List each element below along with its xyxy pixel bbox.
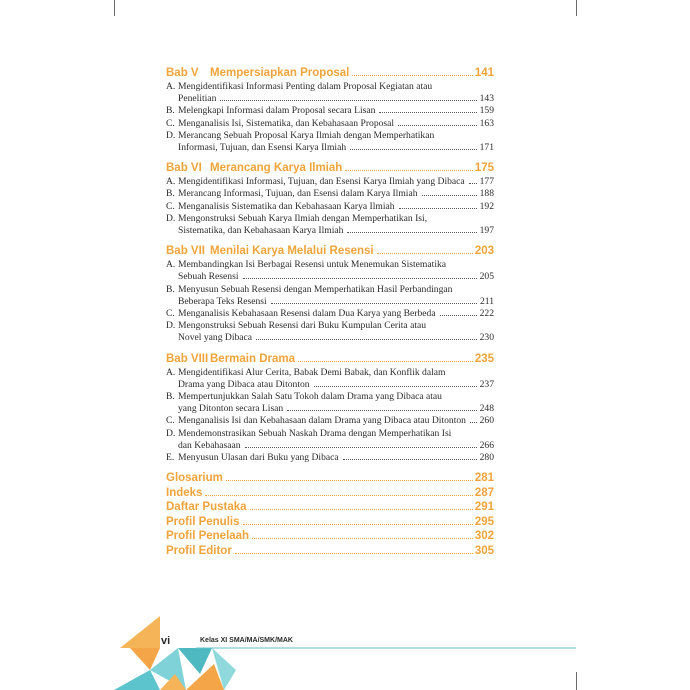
footer-triangle-orange <box>120 616 160 648</box>
item-text: Menganalisis Isi dan Kebahasaan dalam Drama yang Dibaca atau Ditonton <box>178 415 466 427</box>
item-line <box>178 391 494 403</box>
leader-dots <box>422 195 477 196</box>
chapter-number: Bab VI <box>166 162 202 175</box>
leader-dots <box>350 149 476 150</box>
item-letter: B. <box>166 283 175 295</box>
item-line <box>178 320 494 332</box>
item-text: Melengkapi Informasi dalam Proposal secara Lisan <box>178 105 376 117</box>
chapter-heading <box>166 161 494 176</box>
back-matter-title: Profil Penelaah <box>166 530 250 543</box>
item-text: Sistematika, dan Kebahasaan Karya Ilmiah <box>178 225 344 237</box>
leader-dots <box>256 339 477 340</box>
item-text: Menganalisis Isi, Sistematika, dan Kebahasaan Proposal <box>178 117 395 129</box>
item-page: 197 <box>479 225 494 237</box>
chapter-number: Bab VIII <box>166 352 209 365</box>
item-text: Menganalisis Kebahasaan Resensi dalam Dua Karya yang Berbeda <box>178 308 436 320</box>
item-line <box>178 379 494 391</box>
chapter-section <box>166 244 494 344</box>
toc-item <box>166 367 494 391</box>
item-page: 163 <box>479 117 494 129</box>
item-text: Novel yang Dibaca <box>178 332 253 344</box>
item-letter: E. <box>166 452 175 464</box>
chapter-number: Bab VII <box>166 245 205 258</box>
leader-dots <box>245 447 477 448</box>
leader-dots <box>343 459 477 460</box>
item-text: yang Ditonton secara Lisan <box>178 403 284 415</box>
item-body <box>178 391 494 415</box>
chapter-title: Mempersiapkan Proposal <box>210 67 350 79</box>
item-body <box>178 320 494 344</box>
item-page: 143 <box>479 93 494 105</box>
item-line <box>178 332 494 344</box>
leader-dots <box>243 524 473 525</box>
item-page: 222 <box>479 308 494 320</box>
item-text: Drama yang Dibaca atau Ditonton <box>178 378 310 390</box>
crop-mark-top-right <box>576 0 577 16</box>
back-matter-page: 281 <box>474 472 494 485</box>
toc-item <box>166 308 494 320</box>
item-body <box>178 415 494 427</box>
item-text: Merancang Sebuah Proposal Karya Ilmiah dengan Memperhatikan <box>178 129 435 141</box>
leader-dots <box>377 253 473 254</box>
leader-dots <box>440 315 477 316</box>
back-matter-entry <box>166 471 494 486</box>
leader-dots <box>252 538 473 539</box>
item-letter: A. <box>166 81 176 92</box>
item-page: 266 <box>479 439 494 451</box>
item-body <box>178 259 494 283</box>
leader-dots <box>379 112 476 113</box>
item-body <box>178 213 494 237</box>
leader-dots <box>271 303 477 304</box>
item-letter: C. <box>166 200 175 212</box>
item-letter: A. <box>166 259 176 271</box>
back-matter-page: 302 <box>474 530 494 543</box>
toc-item <box>166 452 494 464</box>
item-text: Mengonstruksi Sebuah Karya Ilmiah dengan Memperhatikan Isi, <box>178 212 428 224</box>
toc-item <box>166 259 494 283</box>
item-letter: D. <box>166 320 176 332</box>
item-line <box>178 118 494 130</box>
item-line <box>178 367 494 379</box>
leader-dots <box>287 410 476 411</box>
footer-triangle-teal <box>114 670 160 690</box>
item-page: 211 <box>479 295 494 307</box>
back-matter-entry <box>166 486 494 501</box>
item-text: Mengonstruksi Sebuah Resensi dari Buku Kumpulan Cerita atau <box>178 320 427 332</box>
item-page: 280 <box>479 452 494 464</box>
item-line <box>178 130 494 142</box>
toc-item <box>166 118 494 130</box>
item-text: Sebuah Resensi <box>178 271 239 283</box>
class-label: Kelas XI SMA/MA/SMK/MAK <box>200 637 293 644</box>
item-text: Informasi, Tujuan, dan Esensi Karya Ilmiah <box>178 142 347 154</box>
item-page: 237 <box>479 378 494 390</box>
item-line <box>178 284 494 296</box>
item-line <box>178 188 494 200</box>
chapter-heading <box>166 352 494 367</box>
item-text: Mengidentifikasi Informasi Penting dalam Proposal Kegiatan atau <box>178 81 433 92</box>
toc-item <box>166 428 494 452</box>
toc-item <box>166 320 494 344</box>
item-text: Menganalisis Sistematika dan Kebahasaan Karya Ilmiah <box>178 200 395 212</box>
crop-mark-top-left <box>114 0 115 16</box>
item-line <box>178 81 494 93</box>
item-line <box>178 271 494 283</box>
item-line <box>178 428 494 440</box>
leader-dots <box>398 125 477 126</box>
toc-item <box>166 81 494 105</box>
back-matter-title: Daftar Pustaka <box>166 501 247 514</box>
back-matter <box>166 471 494 558</box>
item-line <box>178 201 494 213</box>
toc-item <box>166 213 494 237</box>
chapter-page: 175 <box>474 162 494 175</box>
back-matter-page: 305 <box>474 544 494 557</box>
back-matter-entry <box>166 544 494 559</box>
item-line <box>178 308 494 320</box>
leader-dots <box>250 509 473 510</box>
item-letter: C. <box>166 117 175 129</box>
item-letter: D. <box>166 212 176 224</box>
item-page: 177 <box>479 176 494 188</box>
item-page: 205 <box>479 271 494 283</box>
item-body <box>178 367 494 391</box>
item-page: 192 <box>479 200 494 212</box>
item-letter: D. <box>166 427 176 439</box>
item-text: Mengidentifikasi Informasi, Tujuan, dan Esensi Karya Ilmiah yang Dibaca <box>178 176 465 188</box>
back-matter-page: 295 <box>474 515 494 528</box>
item-body <box>178 188 494 200</box>
chapter-title: Merancang Karya Ilmiah <box>210 162 343 175</box>
toc-item <box>166 130 494 154</box>
back-matter-entry <box>166 500 494 515</box>
item-body <box>178 130 494 154</box>
page-number: vi <box>161 635 171 647</box>
toc-item <box>166 188 494 200</box>
item-body <box>178 81 494 105</box>
back-matter-entry <box>166 515 494 530</box>
item-letter: C. <box>166 415 175 427</box>
item-line <box>178 452 494 464</box>
leader-dots <box>352 75 472 76</box>
item-line <box>178 213 494 225</box>
leader-dots <box>243 278 477 279</box>
back-matter-entry <box>166 529 494 544</box>
toc-item <box>166 201 494 213</box>
leader-dots <box>298 361 473 362</box>
toc-item <box>166 391 494 415</box>
item-page: 230 <box>479 332 494 344</box>
chapter-title: Menilai Karya Melalui Resensi <box>210 245 374 258</box>
back-matter-page: 291 <box>474 501 494 514</box>
leader-dots <box>235 553 473 554</box>
item-text: Beberapa Teks Resensi <box>178 295 267 307</box>
footer-triangle-teal-3 <box>178 648 212 674</box>
item-letter: C. <box>166 308 175 320</box>
leader-dots <box>470 422 477 423</box>
toc-item <box>166 415 494 427</box>
item-text: Menyusun Ulasan dari Buku yang Dibaca <box>178 452 339 464</box>
item-body <box>178 201 494 213</box>
item-text: Mengidentifikasi Alur Cerita, Babak Demi Babak, dan Konflik dalam <box>178 366 446 378</box>
toc-item <box>166 284 494 308</box>
chapter-section <box>166 352 494 465</box>
back-matter-title: Glosarium <box>166 472 223 485</box>
item-text: Mempertunjukkan Salah Satu Tokoh dalam Drama yang Dibaca atau <box>178 391 442 403</box>
chapter-title: Bermain Drama <box>210 352 296 365</box>
back-matter-title: Profil Penulis <box>166 515 240 528</box>
chapter-heading <box>166 244 494 259</box>
table-of-contents <box>166 66 494 558</box>
item-body <box>178 284 494 308</box>
item-letter: B. <box>166 188 175 200</box>
item-letter: B. <box>166 391 175 403</box>
chapter-page: 141 <box>474 67 494 79</box>
item-body <box>178 428 494 452</box>
item-text: Membandingkan Isi Berbagai Resensi untuk Menemukan Sistematika <box>178 259 447 271</box>
item-page: 159 <box>479 105 494 117</box>
item-body <box>178 452 494 464</box>
leader-dots <box>220 100 476 101</box>
item-page: 260 <box>479 415 494 427</box>
item-line <box>178 176 494 188</box>
item-body <box>178 308 494 320</box>
chapter-heading <box>166 66 494 81</box>
chapter-section <box>166 161 494 237</box>
item-line <box>178 259 494 271</box>
leader-dots <box>314 386 477 387</box>
item-line <box>178 93 494 105</box>
item-line <box>178 142 494 154</box>
item-letter: A. <box>166 176 176 188</box>
item-line <box>178 225 494 237</box>
toc-item <box>166 176 494 188</box>
back-matter-title: Profil Editor <box>166 544 232 557</box>
item-line <box>178 296 494 308</box>
chapter-number: Bab V <box>166 67 199 79</box>
chapter-page: 203 <box>474 245 494 258</box>
toc-item <box>166 105 494 117</box>
leader-dots <box>205 495 472 496</box>
item-line <box>178 440 494 452</box>
chapter-page: 235 <box>474 352 494 365</box>
item-text: Mendemonstrasikan Sebuah Naskah Drama dengan Memperhatikan Isi <box>178 427 452 439</box>
item-line <box>178 415 494 427</box>
item-text: Penelitian <box>178 93 217 105</box>
item-letter: A. <box>166 366 176 378</box>
leader-dots <box>226 480 473 481</box>
item-letter: B. <box>166 105 175 117</box>
item-text: Merancang Informasi, Tujuan, dan Esensi dalam Karya Ilmiah <box>178 188 418 200</box>
chapter-section <box>166 66 494 154</box>
leader-dots <box>345 170 473 171</box>
footer-decoration <box>0 608 690 690</box>
item-page: 248 <box>479 403 494 415</box>
item-line <box>178 105 494 117</box>
item-letter: D. <box>166 129 176 141</box>
item-page: 188 <box>479 188 494 200</box>
item-page: 171 <box>479 142 494 154</box>
item-body <box>178 105 494 117</box>
item-text: dan Kebahasaan <box>178 439 241 451</box>
back-matter-title: Indeks <box>166 486 203 499</box>
leader-dots <box>399 208 477 209</box>
item-body <box>178 118 494 130</box>
leader-dots <box>469 183 477 184</box>
leader-dots <box>347 232 476 233</box>
item-text: Menyusun Sebuah Resensi dengan Memperhatikan Hasil Perbandingan <box>178 283 453 295</box>
item-body <box>178 176 494 188</box>
item-line <box>178 403 494 415</box>
back-matter-page: 287 <box>474 486 494 499</box>
